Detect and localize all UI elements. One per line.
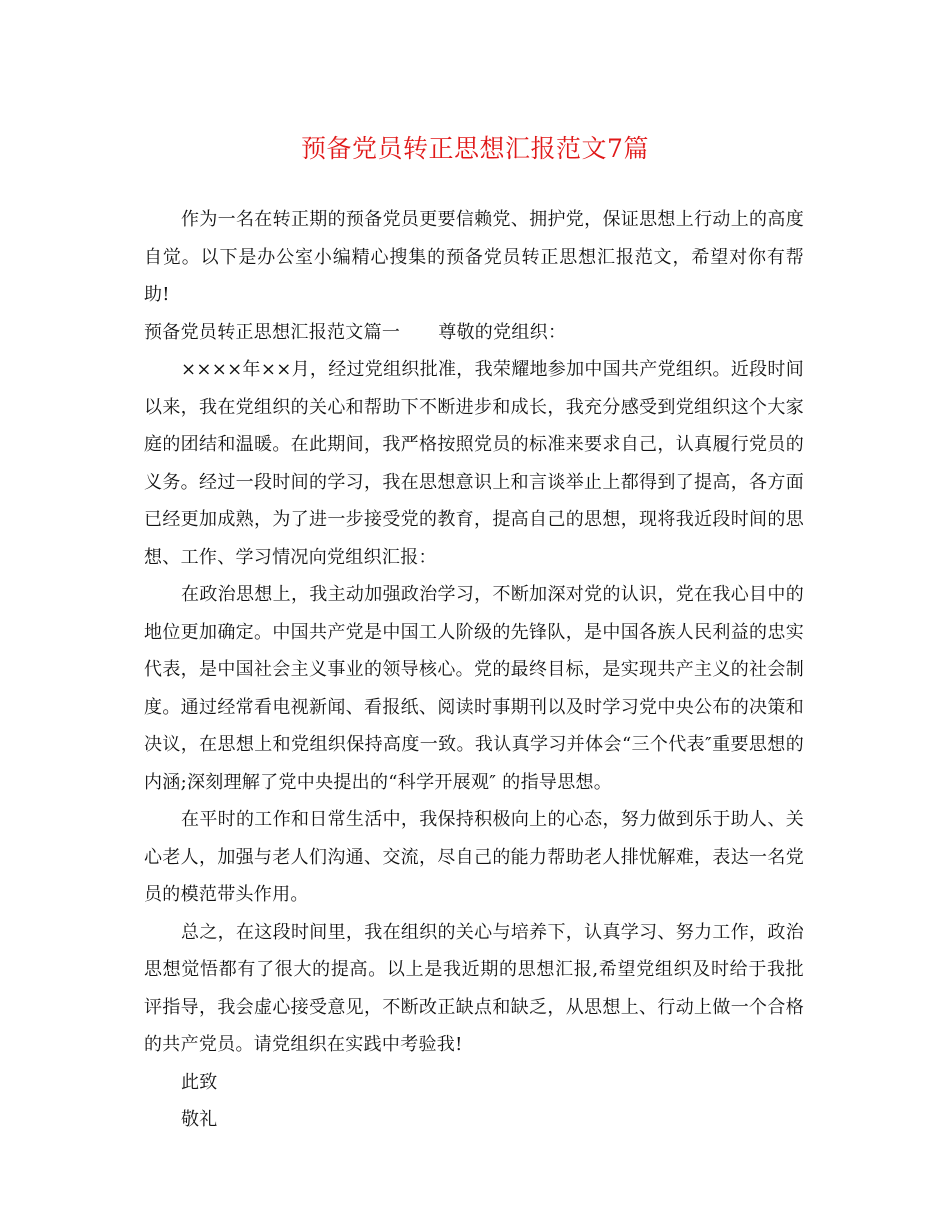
body-paragraph-1: ××××年××月，经过党组织批准，我荣耀地参加中国共产党组织。近段时间以来，我在党组织的关心和帮助下不断进步和成长，我充分感受到党组织这个大家庭的团结和温暖。在此期间，我严格按照党员的标准来要求自己，认真履行党员的义务。经过一段时间的学习，我在思想意识上和言谈举止上都得到了提高，各方面已经更加成熟，为了进一步接受党的教育，提高自己的思想，现将我近段时间的思想、工作、学习情况向党组织汇报： (144, 359, 804, 568)
document-body (144, 201, 804, 1139)
section-heading: 预备党员转正思想汇报范文篇一 (144, 321, 401, 343)
intro-paragraph: 作为一名在转正期的预备党员更要信赖党、拥护党，保证思想上行动上的高度自觉。以下是办公室小编精心搜集的预备党员转正思想汇报范文，希望对你有帮助! (144, 209, 804, 305)
salutation: 尊敬的党组织： (438, 321, 567, 343)
document-title: 预备党员转正思想汇报范文7篇 (301, 134, 649, 163)
closing-line-2: 敬礼 (181, 1109, 218, 1130)
body-paragraph-2: 在政治思想上，我主动加强政治学习，不断加深对党的认识，党在我心目中的地位更加确定。中国共产党是中国工人阶级的先锋队，是中国各族人民利益的忠实代表，是中国社会主义事业的领导核心。党的最终目标，是实现共产主义的社会制度。通过经常看电视新闻、看报纸、阅读时事期刊以及时学习党中央公布的决策和决议，在思想上和党组织保持高度一致。我认真学习并体会“三个代表″重要思想的内涵;深刻理解了党中央提出的“科学开展观″ 的指导思想。 (144, 584, 804, 793)
closing-line-1: 此致 (181, 1071, 218, 1093)
section-heading-line (144, 314, 804, 352)
body-paragraph-4: 总之，在这段时间里，我在组织的关心与培养下，认真学习、努力工作，政治思想觉悟都有了很大的提高。以上是我近期的思想汇报,希望党组织及时给于我批评指导，我会虚心接受意见，不断改正缺点和缺乏，从思想上、行动上做一个合格的共产党员。请党组织在实践中考验我! (144, 921, 804, 1055)
body-paragraph-3: 在平时的工作和日常生活中，我保持积极向上的心态，努力做到乐于助人、关心老人，加强与老人们沟通、交流，尽自己的能力帮助老人排忧解难，表达一名党员的模范带头作用。 (144, 809, 804, 905)
